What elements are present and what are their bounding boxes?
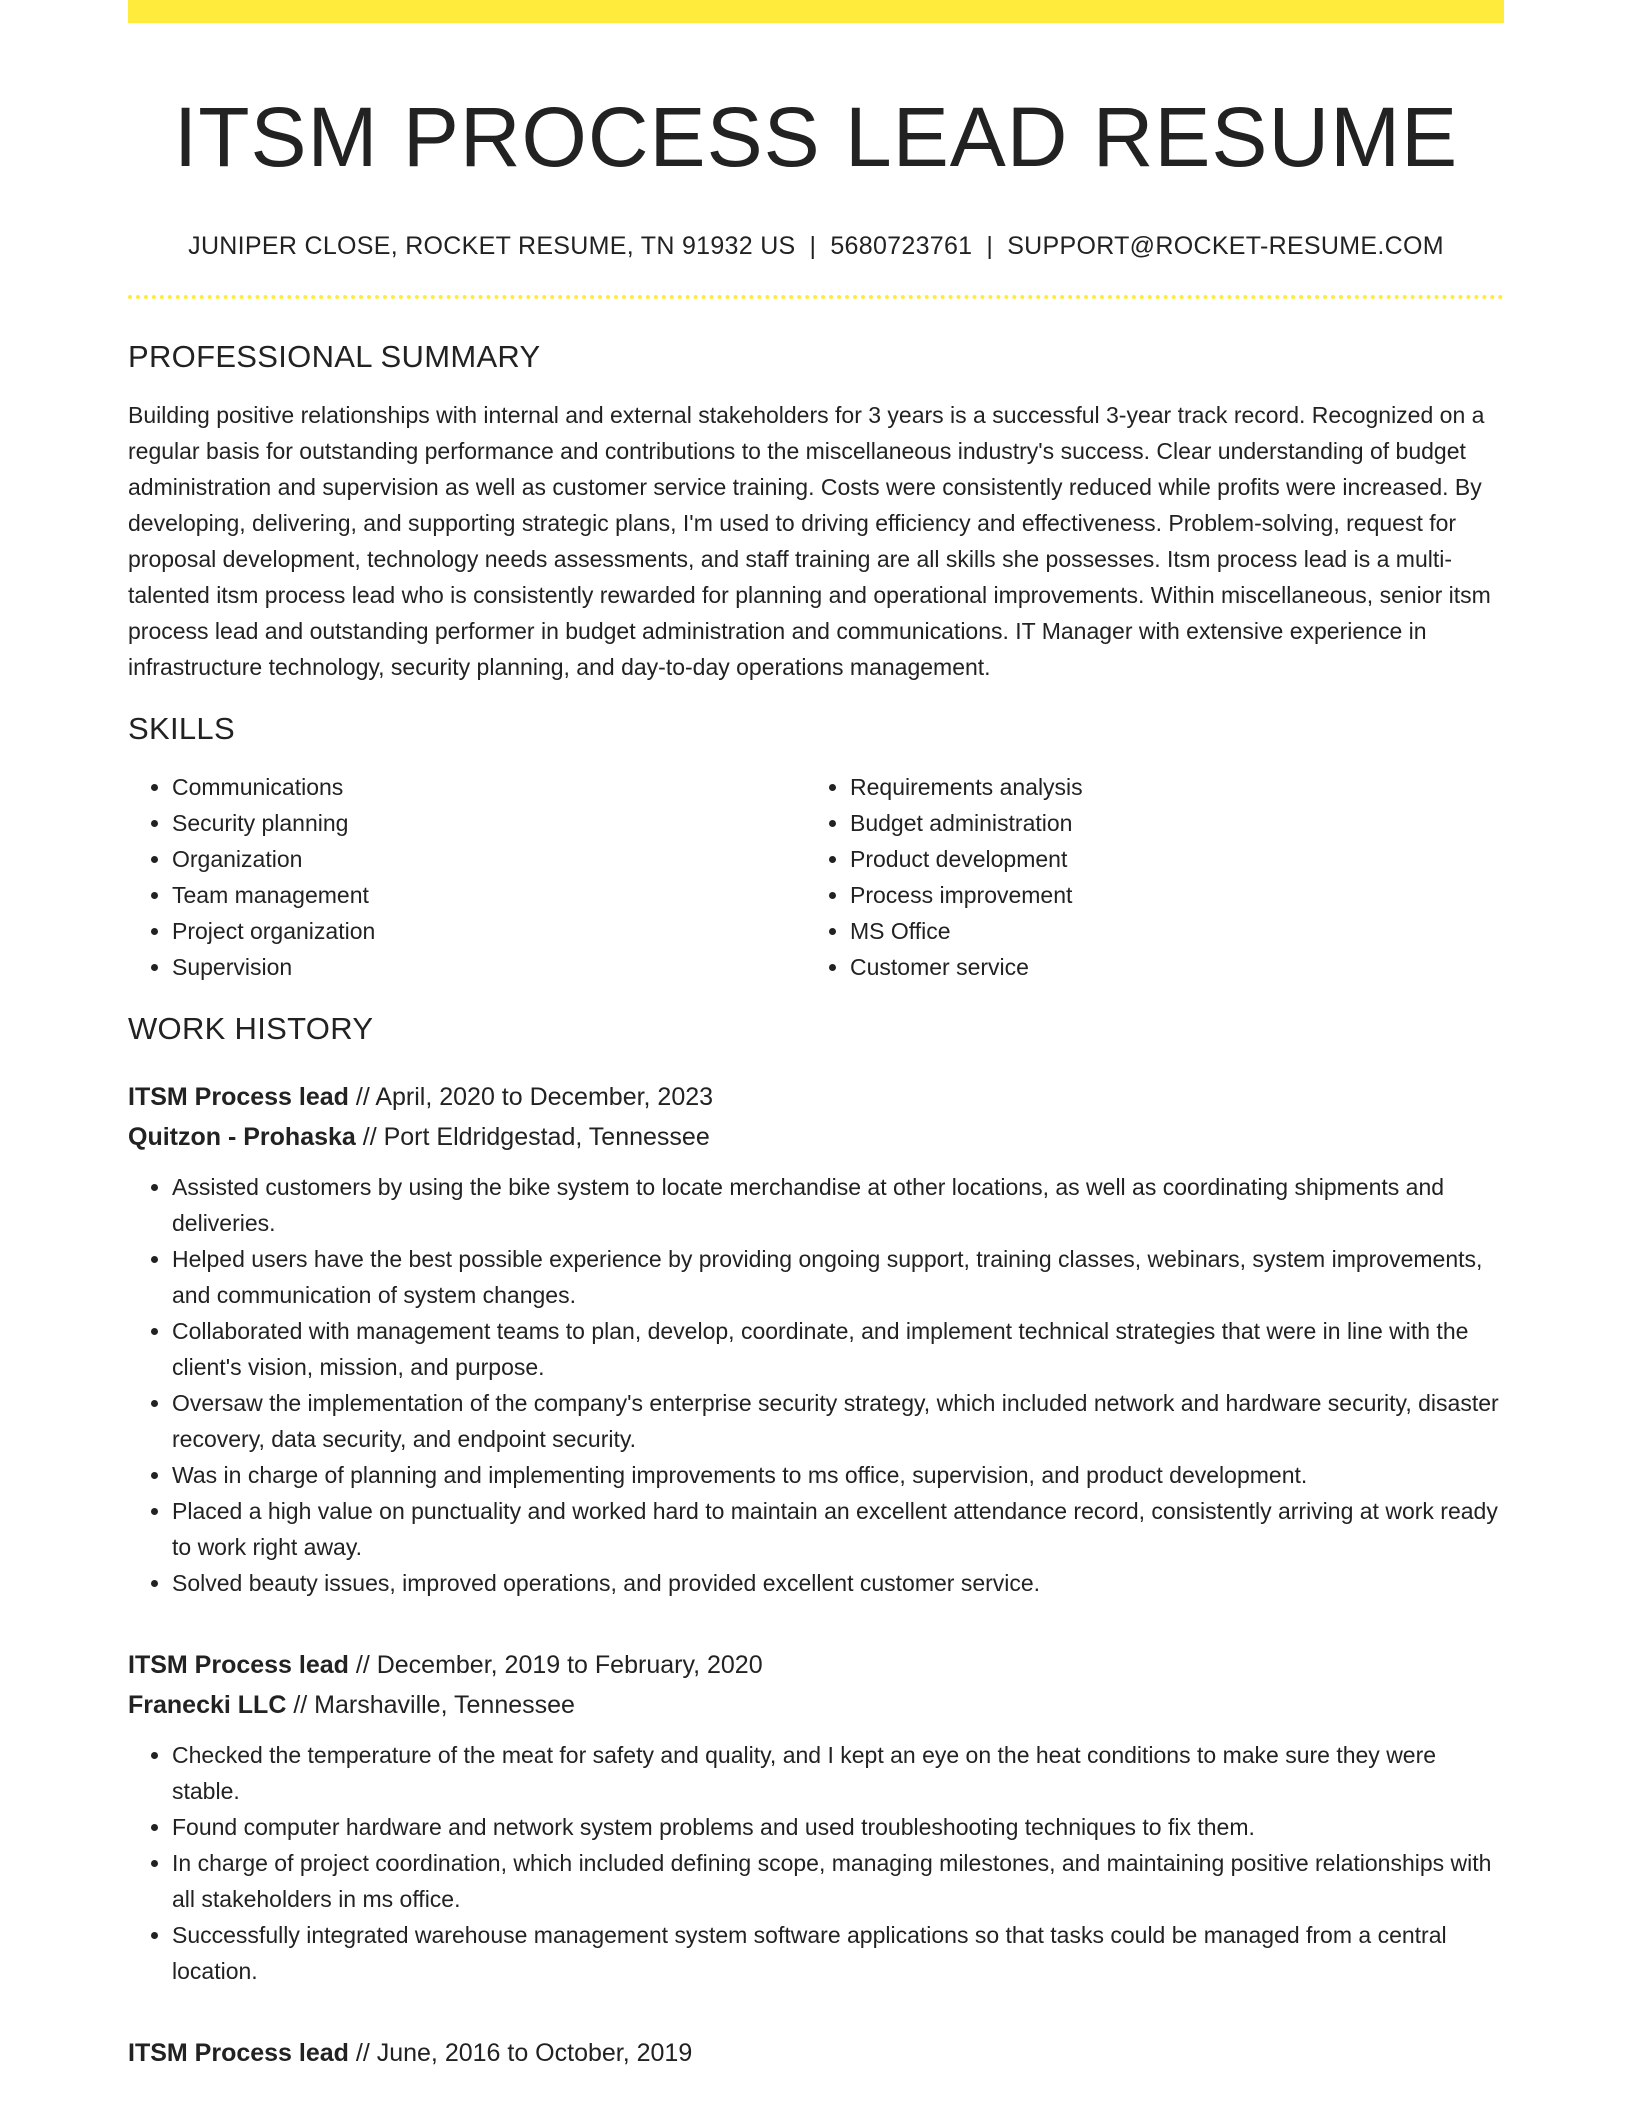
skill-item: • Organization	[172, 841, 806, 877]
skill-item: • Product development	[850, 841, 1484, 877]
skills-heading: SKILLS	[128, 710, 235, 746]
skill-item: • Team management	[172, 877, 806, 913]
resume-page	[128, 0, 1504, 2073]
job-company-line	[128, 1685, 1504, 1725]
skill-item: • Requirements analysis	[850, 769, 1484, 805]
job-bullet: • Was in charge of planning and implementing improvements to ms office, supervision, and product development.	[172, 1457, 1504, 1493]
job-entry	[128, 2033, 1504, 2073]
job-title: ITSM Process lead	[128, 1650, 349, 1679]
job-company: Quitzon - Prohaska	[128, 1122, 356, 1151]
contact-email: SUPPORT@ROCKET-RESUME.COM	[1007, 231, 1444, 260]
skill-item: • Budget administration	[850, 805, 1484, 841]
job-dates: // December, 2019 to February, 2020	[348, 1650, 763, 1679]
job-company-line	[128, 1117, 1504, 1157]
contact-separator: |	[986, 231, 994, 260]
job-dates: // June, 2016 to October, 2019	[348, 2038, 693, 2067]
job-bullets	[128, 1169, 1504, 1601]
job-bullet: • Collaborated with management teams to plan, develop, coordinate, and implement technical strategies that were in line with the client's vision, mission, and purpose.	[172, 1313, 1504, 1385]
resume-title: ITSM PROCESS LEAD RESUME	[173, 90, 1459, 184]
job-title-line	[128, 2033, 1504, 2073]
job-company: Franecki LLC	[128, 1690, 287, 1719]
job-title-line	[128, 1645, 1504, 1685]
job-entry	[128, 1645, 1504, 1989]
skill-item: • Security planning	[172, 805, 806, 841]
job-bullet: • Oversaw the implementation of the company's enterprise security strategy, which included network and hardware security, disaster recovery, data security, and endpoint security.	[172, 1385, 1504, 1457]
job-bullet: • In charge of project coordination, which included defining scope, managing milestones, and maintaining positive relationships with all stakeholders in ms office.	[172, 1845, 1504, 1917]
job-bullet: • Assisted customers by using the bike system to locate merchandise at other locations, as well as coordinating shipments and deliveries.	[172, 1169, 1504, 1241]
skill-item: • Process improvement	[850, 877, 1484, 913]
skills-column-right	[806, 769, 1484, 985]
skill-item: • Supervision	[172, 949, 806, 985]
skills-list	[128, 769, 1504, 985]
contact-phone: 5680723761	[830, 231, 973, 260]
contact-address: JUNIPER CLOSE, ROCKET RESUME, TN 91932 US	[188, 231, 796, 260]
job-location: // Marshaville, Tennessee	[286, 1690, 575, 1719]
summary-heading: PROFESSIONAL SUMMARY	[128, 338, 541, 374]
job-title: ITSM Process lead	[128, 2038, 349, 2067]
contact-line	[128, 232, 1504, 261]
job-entry	[128, 1077, 1504, 1601]
job-location: // Port Eldridgestad, Tennessee	[355, 1122, 710, 1151]
job-dates: // April, 2020 to December, 2023	[348, 1082, 714, 1111]
contact-separator: |	[809, 231, 817, 260]
job-bullet: • Helped users have the best possible experience by providing ongoing support, training classes, webinars, system improvements, and communication of system changes.	[172, 1241, 1504, 1313]
work-history-heading: WORK HISTORY	[128, 1010, 374, 1046]
job-bullet: • Solved beauty issues, improved operations, and provided excellent customer service.	[172, 1565, 1504, 1601]
job-title-line	[128, 1077, 1504, 1117]
skill-item: • MS Office	[850, 913, 1484, 949]
skill-item: • Project organization	[172, 913, 806, 949]
accent-top-bar	[128, 0, 1504, 23]
job-bullet: • Checked the temperature of the meat for safety and quality, and I kept an eye on the heat conditions to make sure they were stable.	[172, 1737, 1504, 1809]
dotted-divider	[128, 295, 1504, 299]
job-bullet: • Placed a high value on punctuality and worked hard to maintain an excellent attendance record, consistently arriving at work ready to work right away.	[172, 1493, 1504, 1565]
job-title: ITSM Process lead	[128, 1082, 349, 1111]
skills-column-left	[128, 769, 806, 985]
summary-text: Building positive relationships with internal and external stakeholders for 3 years is a successful 3-year track record. Recognized on a regular basis for outstanding performance and contributions to the miscellaneous industry's success. Clear understanding of budget administration and supervision as well as customer service training. Costs were consistently reduced while profits were increased. By developing, delivering, and supporting strategic plans, I'm used to driving efficiency and effectiveness. Problem-solving, request for proposal development, technology needs assessments, and staff training are all skills she possesses. Itsm process lead is a multi-talented itsm process lead who is consistently rewarded for planning and operational improvements. Within miscellaneous, senior itsm process lead and outstanding performer in budget administration and communications. IT Manager with extensive experience in infrastructure technology, security planning, and day-to-day operations management.	[128, 401, 1491, 680]
job-bullets	[128, 1737, 1504, 1989]
skill-item: • Communications	[172, 769, 806, 805]
job-bullet: • Successfully integrated warehouse management system software applications so that tasks could be managed from a central location.	[172, 1917, 1504, 1989]
job-bullet: • Found computer hardware and network system problems and used troubleshooting techniques to fix them.	[172, 1809, 1504, 1845]
skill-item: • Customer service	[850, 949, 1484, 985]
